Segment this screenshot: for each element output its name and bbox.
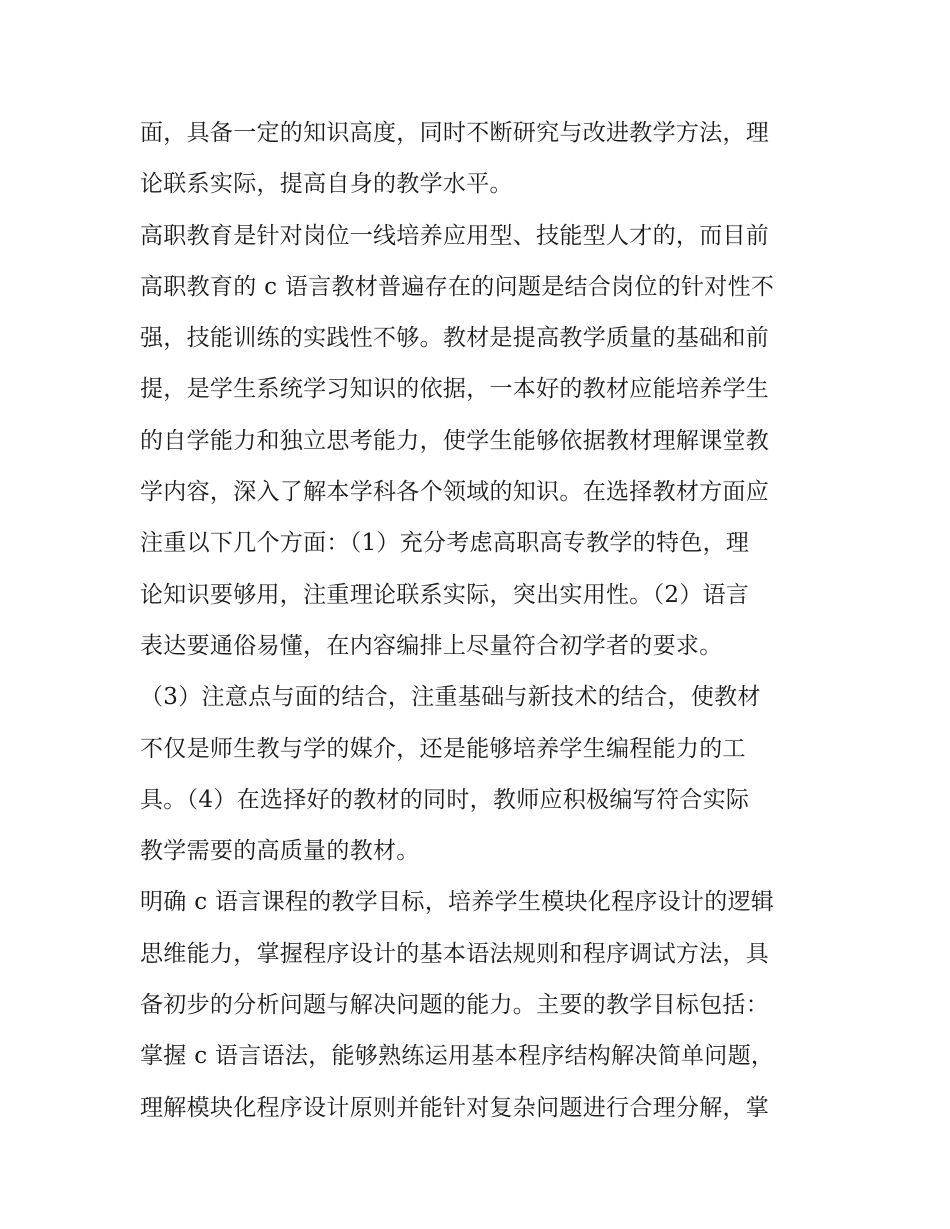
text-line: 理解模块化程序设计原则并能针对复杂问题进行合理分解，掌 (140, 1094, 770, 1121)
text-line: 表达要通俗易懂，在内容编排上尽量符合初学者的要求。 (140, 632, 723, 659)
text-line: 注重以下几个方面：（1）充分考虑高职高专教学的特色，理 (140, 530, 750, 557)
text-line: 具。（4）在选择好的教材的同时，教师应积极编写符合实际 (140, 786, 750, 813)
text-line: 思维能力，掌握程序设计的基本语法规则和程序调试方法，具 (140, 940, 770, 967)
text-line: （3）注意点与面的结合，注重基础与新技术的结合，使教材 (140, 684, 761, 711)
text-line: 明确 c 语言课程的教学目标，培养学生模块化程序设计的逻辑 (140, 889, 775, 916)
text-line: 论知识要够用，注重理论联系实际，突出实用性。（2）语言 (140, 581, 750, 608)
text-line: 强，技能训练的实践性不够。教材是提高教学质量的基础和前 (140, 325, 770, 352)
text-line: 备初步的分析问题与解决问题的能力。主要的教学目标包括： (140, 992, 770, 1019)
text-line: 论联系实际，提高自身的教学水平。 (140, 171, 513, 198)
text-line: 不仅是师生教与学的媒介，还是能够培养学生编程能力的工 (140, 735, 746, 762)
text-line: 面，具备一定的知识高度，同时不断研究与改进教学方法，理 (140, 120, 770, 146)
body-text (140, 108, 820, 1134)
text-line: 提，是学生系统学习知识的依据，一本好的教材应能培养学生 (140, 376, 770, 403)
text-line: 学内容，深入了解本学科各个领域的知识。在选择教材方面应 (140, 479, 770, 506)
text-line: 高职教育的 c 语言教材普遍存在的问题是结合岗位的针对性不 (140, 273, 775, 300)
text-line: 掌握 c 语言语法，能够熟练运用基本程序结构解决简单问题， (140, 1043, 775, 1070)
text-line: 高职教育是针对岗位一线培养应用型、技能型人才的，而目前 (140, 222, 770, 249)
text-line: 教学需要的高质量的教材。 (140, 838, 420, 865)
text-line: 的自学能力和独立思考能力，使学生能够依据教材理解课堂教 (140, 427, 770, 454)
